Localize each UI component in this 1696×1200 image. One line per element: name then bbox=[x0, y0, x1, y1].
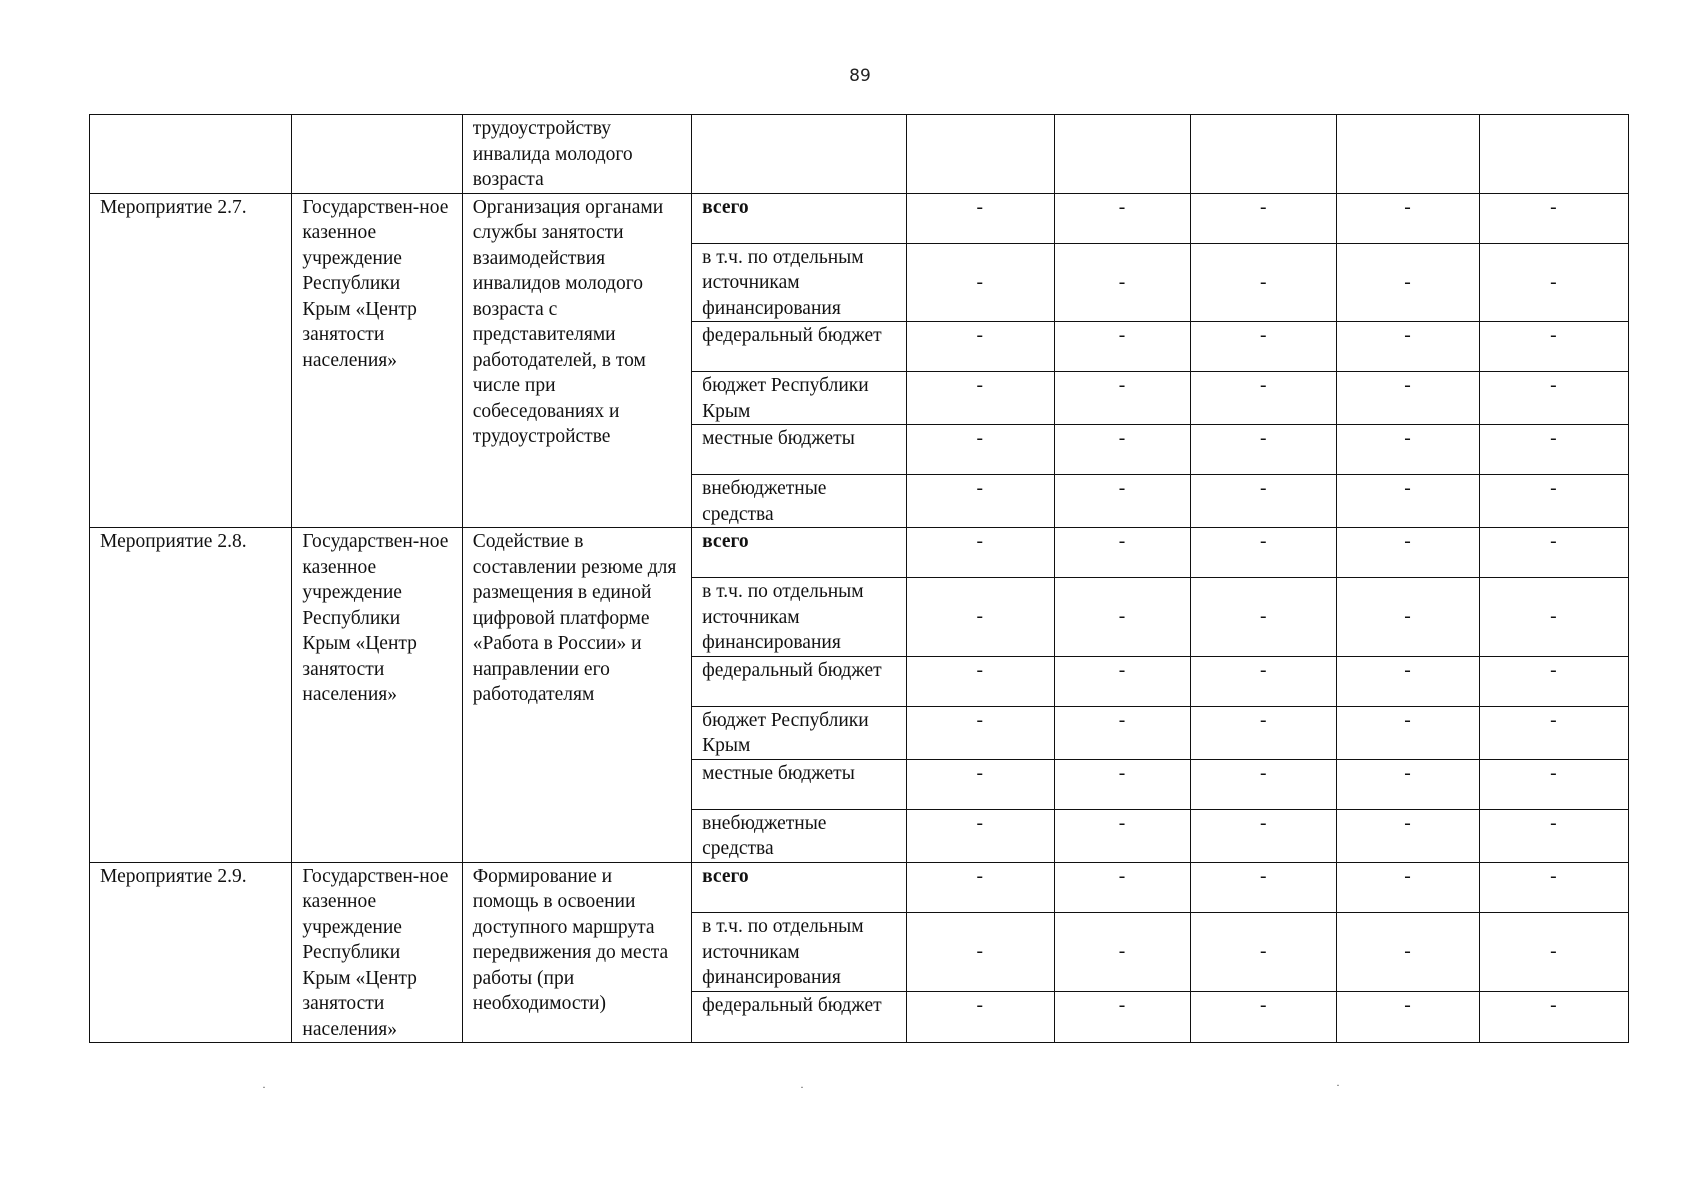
continuation-value-cell bbox=[1054, 115, 1190, 194]
funding-value: - bbox=[1054, 759, 1190, 809]
funding-value: - bbox=[1191, 656, 1337, 706]
scan-mark: · bbox=[800, 1080, 804, 1094]
funding-value: - bbox=[906, 913, 1054, 992]
continuation-value-cell bbox=[1337, 115, 1479, 194]
funding-value: - bbox=[1479, 706, 1628, 759]
funding-value: - bbox=[906, 759, 1054, 809]
continuation-number-cell bbox=[90, 115, 292, 194]
funding-value: - bbox=[1054, 322, 1190, 372]
funding-value: - bbox=[1479, 425, 1628, 475]
funding-value: - bbox=[1479, 322, 1628, 372]
funding-value: - bbox=[1479, 243, 1628, 322]
funding-value: - bbox=[1337, 862, 1479, 913]
funding-value: - bbox=[1054, 528, 1190, 578]
funding-source: федеральный бюджет bbox=[692, 322, 906, 372]
continuation-executor-cell bbox=[292, 115, 462, 194]
activity-number: Мероприятие 2.9. bbox=[90, 862, 292, 1043]
activity-executor: Государствен-ное казенное учреждение Республики Крым «Центр занятости населения» bbox=[292, 862, 462, 1043]
activity-description: Организация органами службы занятости взаимодействия инвалидов молодого возраста с представителями работодателей, в том числе при собеседованиях и трудоустройстве bbox=[462, 193, 691, 528]
funding-value: - bbox=[1054, 425, 1190, 475]
funding-source: в т.ч. по отдельным источникам финансирования bbox=[692, 913, 906, 992]
page-number: 89 bbox=[849, 66, 871, 86]
funding-source: федеральный бюджет bbox=[692, 656, 906, 706]
funding-source: внебюджетные средства bbox=[692, 475, 906, 528]
activity-number: Мероприятие 2.8. bbox=[90, 528, 292, 863]
funding-value: - bbox=[1337, 475, 1479, 528]
funding-value: - bbox=[1337, 809, 1479, 862]
funding-value: - bbox=[906, 656, 1054, 706]
funding-value: - bbox=[1191, 425, 1337, 475]
activity-executor: Государствен-ное казенное учреждение Республики Крым «Центр занятости населения» bbox=[292, 528, 462, 863]
funding-value: - bbox=[1337, 528, 1479, 578]
funding-source: местные бюджеты bbox=[692, 759, 906, 809]
funding-value: - bbox=[1191, 322, 1337, 372]
funding-source: всего bbox=[692, 862, 906, 913]
funding-value: - bbox=[906, 706, 1054, 759]
funding-value: - bbox=[1191, 706, 1337, 759]
funding-value: - bbox=[1054, 862, 1190, 913]
funding-value: - bbox=[1479, 992, 1628, 1043]
funding-value: - bbox=[1337, 656, 1479, 706]
funding-source: внебюджетные средства bbox=[692, 809, 906, 862]
funding-value: - bbox=[1337, 372, 1479, 425]
funding-value: - bbox=[1479, 372, 1628, 425]
funding-value: - bbox=[1479, 528, 1628, 578]
continuation-description: трудоустройству инвалида молодого возраста bbox=[462, 115, 691, 194]
funding-source: бюджет Республики Крым bbox=[692, 706, 906, 759]
funding-value: - bbox=[1479, 656, 1628, 706]
scan-mark: · bbox=[262, 1080, 266, 1094]
funding-value: - bbox=[1054, 193, 1190, 243]
funding-value: - bbox=[1191, 809, 1337, 862]
table-row bbox=[90, 862, 1629, 913]
funding-value: - bbox=[1337, 759, 1479, 809]
activity-executor: Государствен-ное казенное учреждение Республики Крым «Центр занятости населения» bbox=[292, 193, 462, 528]
funding-value: - bbox=[1191, 862, 1337, 913]
funding-value: - bbox=[1479, 475, 1628, 528]
funding-value: - bbox=[906, 322, 1054, 372]
funding-source: в т.ч. по отдельным источникам финансирования bbox=[692, 243, 906, 322]
funding-value: - bbox=[1054, 243, 1190, 322]
funding-source: всего bbox=[692, 193, 906, 243]
funding-value: - bbox=[906, 475, 1054, 528]
funding-value: - bbox=[1191, 759, 1337, 809]
funding-value: - bbox=[1479, 913, 1628, 992]
activity-description: Формирование и помощь в освоении доступного маршрута передвижения до места работы (при необходимости) bbox=[462, 862, 691, 1043]
funding-value: - bbox=[1054, 475, 1190, 528]
funding-value: - bbox=[1191, 528, 1337, 578]
funding-value: - bbox=[1054, 992, 1190, 1043]
funding-value: - bbox=[1337, 706, 1479, 759]
funding-value: - bbox=[906, 578, 1054, 657]
funding-value: - bbox=[1337, 193, 1479, 243]
funding-value: - bbox=[1191, 992, 1337, 1043]
funding-value: - bbox=[1479, 809, 1628, 862]
funding-value: - bbox=[1054, 809, 1190, 862]
continuation-row bbox=[90, 115, 1629, 194]
funding-value: - bbox=[906, 528, 1054, 578]
funding-source: всего bbox=[692, 528, 906, 578]
table-row bbox=[90, 193, 1629, 243]
funding-value: - bbox=[1191, 243, 1337, 322]
funding-value: - bbox=[1337, 243, 1479, 322]
funding-value: - bbox=[906, 425, 1054, 475]
funding-value: - bbox=[1337, 992, 1479, 1043]
funding-source: федеральный бюджет bbox=[692, 992, 906, 1043]
funding-source: бюджет Республики Крым bbox=[692, 372, 906, 425]
funding-value: - bbox=[906, 809, 1054, 862]
funding-value: - bbox=[906, 992, 1054, 1043]
funding-value: - bbox=[1191, 193, 1337, 243]
continuation-source-cell bbox=[692, 115, 906, 194]
funding-value: - bbox=[906, 193, 1054, 243]
budget-table bbox=[89, 114, 1629, 1043]
continuation-value-cell bbox=[1191, 115, 1337, 194]
funding-value: - bbox=[1479, 578, 1628, 657]
funding-source: в т.ч. по отдельным источникам финансирования bbox=[692, 578, 906, 657]
scan-mark: · bbox=[1336, 1078, 1340, 1092]
funding-value: - bbox=[1479, 862, 1628, 913]
funding-value: - bbox=[1191, 475, 1337, 528]
activity-number: Мероприятие 2.7. bbox=[90, 193, 292, 528]
funding-value: - bbox=[1054, 656, 1190, 706]
continuation-value-cell bbox=[1479, 115, 1628, 194]
continuation-value-cell bbox=[906, 115, 1054, 194]
funding-value: - bbox=[1054, 372, 1190, 425]
funding-value: - bbox=[906, 372, 1054, 425]
funding-value: - bbox=[906, 243, 1054, 322]
funding-value: - bbox=[1337, 913, 1479, 992]
funding-value: - bbox=[1054, 578, 1190, 657]
funding-value: - bbox=[1191, 913, 1337, 992]
funding-value: - bbox=[1337, 425, 1479, 475]
funding-value: - bbox=[1054, 913, 1190, 992]
funding-value: - bbox=[1054, 706, 1190, 759]
funding-value: - bbox=[1191, 372, 1337, 425]
funding-source: местные бюджеты bbox=[692, 425, 906, 475]
funding-value: - bbox=[1191, 578, 1337, 657]
table-row bbox=[90, 528, 1629, 578]
funding-value: - bbox=[1337, 322, 1479, 372]
activity-description: Содействие в составлении резюме для размещения в единой цифровой платформе «Работа в России» и направлении его работодателям bbox=[462, 528, 691, 863]
funding-value: - bbox=[1479, 759, 1628, 809]
funding-value: - bbox=[906, 862, 1054, 913]
funding-value: - bbox=[1479, 193, 1628, 243]
funding-value: - bbox=[1337, 578, 1479, 657]
